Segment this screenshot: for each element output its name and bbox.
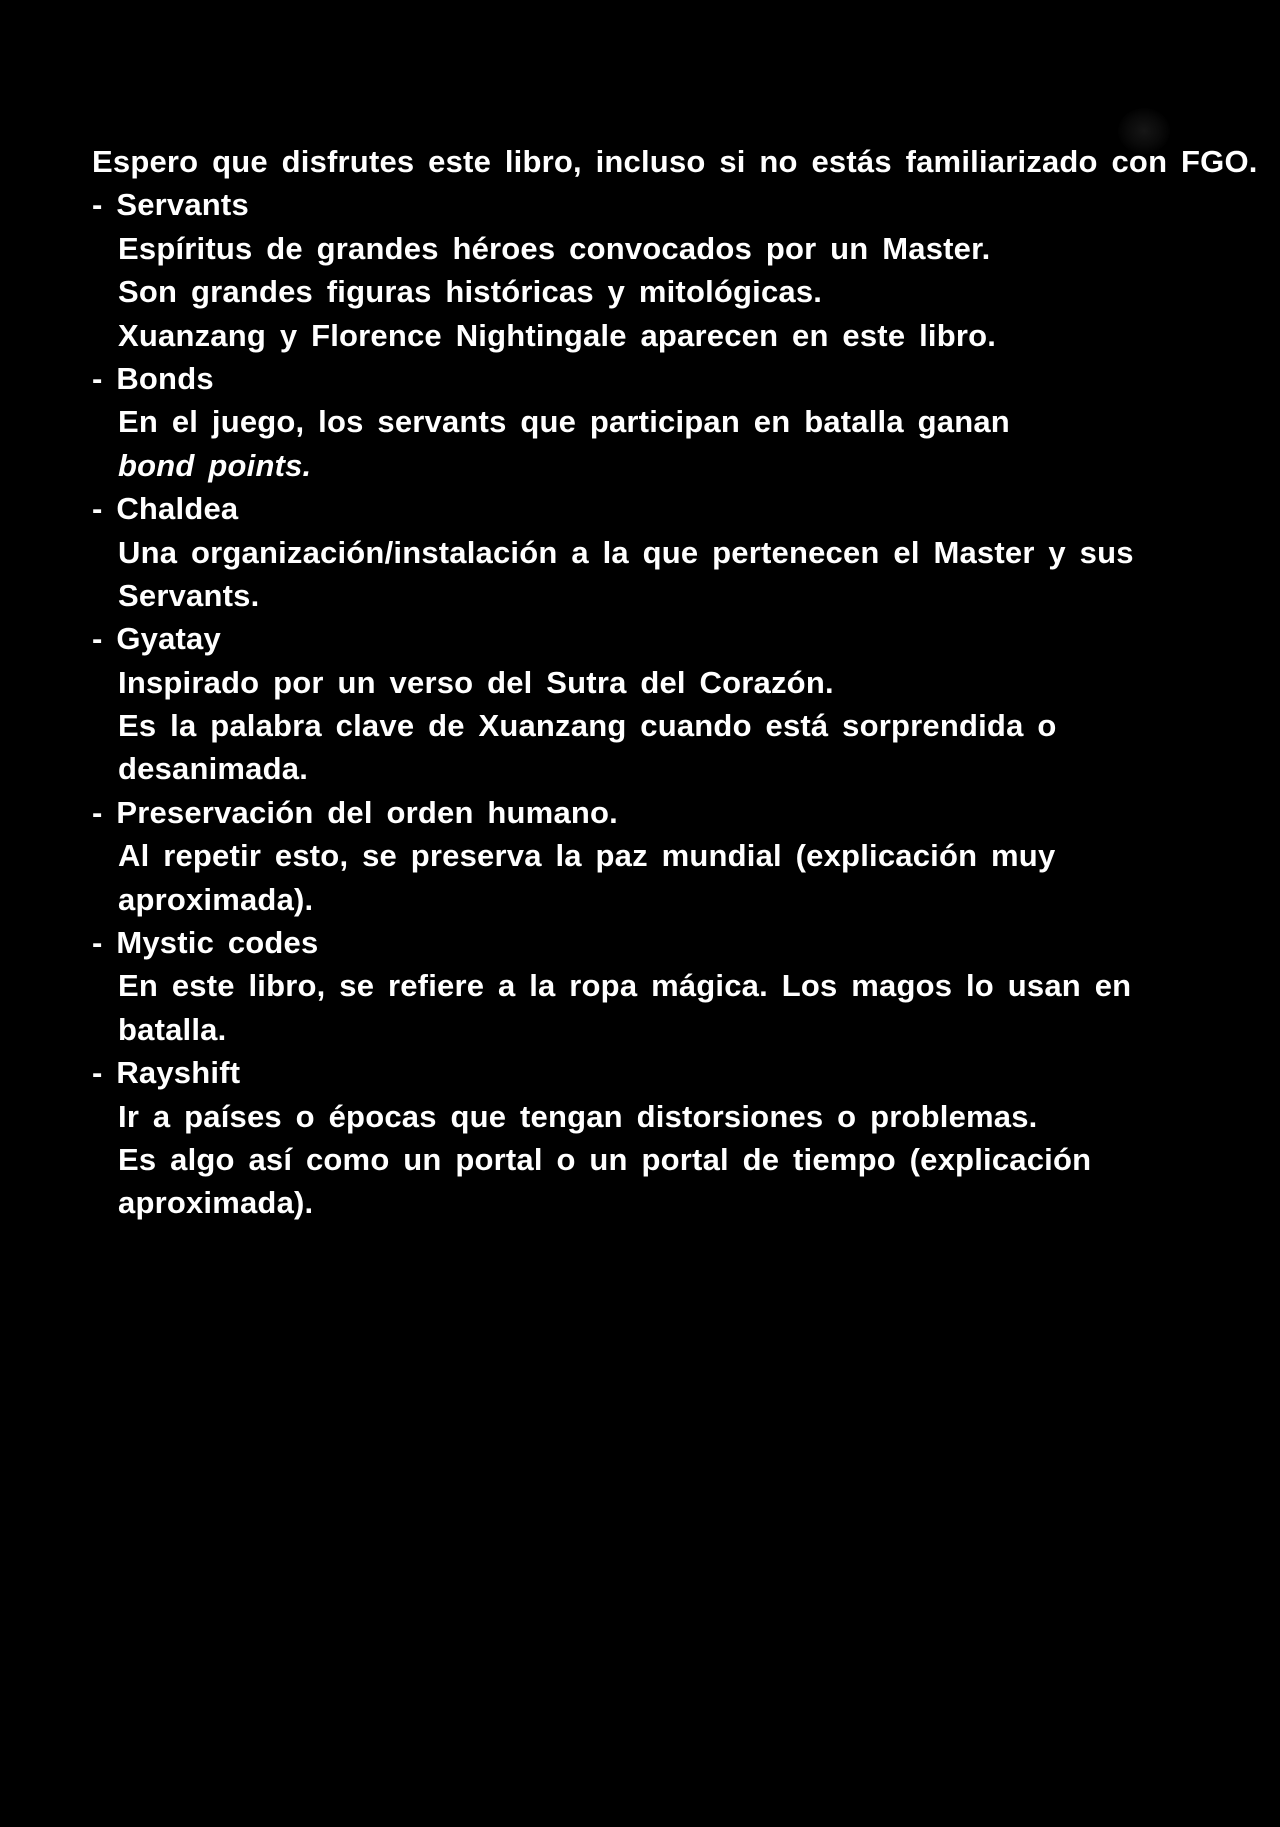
definition-line: Al repetir esto, se preserva la paz mundial (explicación muy bbox=[118, 838, 1056, 874]
definition-line-italic: bond points. bbox=[118, 447, 312, 483]
term-servants: - Servants bbox=[92, 187, 249, 223]
definition-line: Son grandes figuras históricas y mitológicas. bbox=[118, 274, 823, 310]
term-gyatay: - Gyatay bbox=[92, 621, 221, 657]
definition-line: Servants. bbox=[118, 577, 260, 613]
term-bonds: - Bonds bbox=[92, 360, 214, 396]
definition-line: Espíritus de grandes héroes convocados por un Master. bbox=[118, 230, 991, 266]
definition-line: batalla. bbox=[118, 1011, 227, 1047]
definition-line: aproximada). bbox=[118, 1185, 314, 1221]
definition-line: Es la palabra clave de Xuanzang cuando está sorprendida o bbox=[118, 708, 1057, 744]
definition-line: Xuanzang y Florence Nightingale aparecen en este libro. bbox=[118, 317, 997, 353]
definition-line: Una organización/instalación a la que pertenecen el Master y sus bbox=[118, 534, 1134, 570]
definition-line: Ir a países o épocas que tengan distorsiones o problemas. bbox=[118, 1098, 1038, 1134]
definition-line: desanimada. bbox=[118, 751, 309, 787]
term-chaldea: - Chaldea bbox=[92, 491, 239, 527]
term-rayshift: - Rayshift bbox=[92, 1055, 241, 1091]
definition-line: En este libro, se refiere a la ropa mágica. Los magos lo usan en bbox=[118, 968, 1132, 1004]
definition-line: Es algo así como un portal o un portal de tiempo (explicación bbox=[118, 1141, 1092, 1177]
definition-line: aproximada). bbox=[118, 881, 314, 917]
definition-line: En el juego, los servants que participan en batalla ganan bbox=[118, 404, 1010, 440]
term-preservacion-orden-humano: - Preservación del orden humano. bbox=[92, 794, 618, 830]
term-mystic-codes: - Mystic codes bbox=[92, 925, 319, 961]
glossary-text-block bbox=[92, 140, 1258, 1225]
definition-line: Inspirado por un verso del Sutra del Corazón. bbox=[118, 664, 834, 700]
intro-line: Espero que disfrutes este libro, incluso si no estás familiarizado con FGO. bbox=[92, 144, 1258, 179]
